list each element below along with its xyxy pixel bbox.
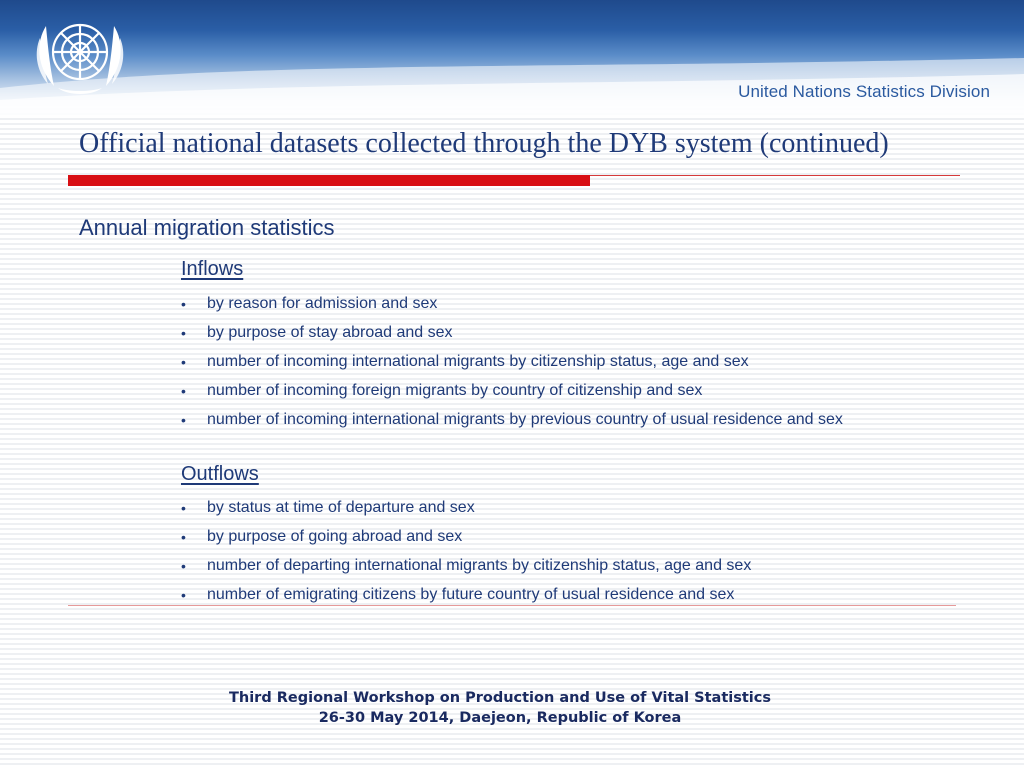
list-item — [181, 525, 921, 549]
list-item — [181, 321, 921, 345]
list-item-text: number of incoming international migrants by citizenship status, age and sex — [207, 353, 749, 370]
list-item-text: by reason for admission and sex — [207, 295, 438, 312]
list-item — [181, 496, 921, 520]
list-item — [181, 408, 921, 432]
bullet-icon: • — [181, 412, 186, 428]
list-item-text: number of emigrating citizens by future country of usual residence and sex — [207, 586, 735, 603]
division-name: United Nations Statistics Division — [738, 82, 990, 101]
bullet-icon: • — [181, 558, 186, 574]
inflows-list — [181, 292, 921, 437]
list-item — [181, 554, 921, 578]
inflows-heading: Inflows — [181, 258, 244, 280]
section-heading: Annual migration statistics — [79, 215, 335, 240]
header-banner — [0, 0, 1024, 118]
bullet-icon: • — [181, 325, 186, 341]
list-item-text: number of incoming foreign migrants by country of citizenship and sex — [207, 382, 703, 399]
un-emblem-icon — [28, 8, 132, 100]
list-item — [181, 583, 921, 607]
content-divider — [68, 605, 956, 606]
list-item — [181, 292, 921, 316]
footer-event-date-location: 26-30 May 2014, Daejeon, Republic of Korea — [318, 710, 682, 726]
list-item-text: by purpose of stay abroad and sex — [207, 324, 453, 341]
outflows-heading: Outflows — [181, 463, 259, 485]
list-item — [181, 350, 921, 374]
bullet-icon: • — [181, 296, 186, 312]
list-item-text: number of incoming international migrants by previous country of usual residence and sex — [207, 411, 843, 428]
list-item — [181, 379, 921, 403]
bullet-icon: • — [181, 500, 186, 516]
list-item-text: by purpose of going abroad and sex — [207, 528, 463, 545]
title-underline-accent — [68, 175, 590, 186]
outflows-list — [181, 496, 921, 612]
list-item-text: by status at time of departure and sex — [207, 499, 475, 516]
list-item-text: number of departing international migrants by citizenship status, age and sex — [207, 557, 752, 574]
bullet-icon: • — [181, 354, 186, 370]
bullet-icon: • — [181, 529, 186, 545]
bullet-icon: • — [181, 383, 186, 399]
footer — [0, 688, 1000, 728]
bullet-icon: • — [181, 587, 186, 603]
footer-event-name: Third Regional Workshop on Production and Use of Vital Statistics — [228, 690, 771, 706]
slide-title: Official national datasets collected through the DYB system (continued) — [79, 128, 889, 159]
